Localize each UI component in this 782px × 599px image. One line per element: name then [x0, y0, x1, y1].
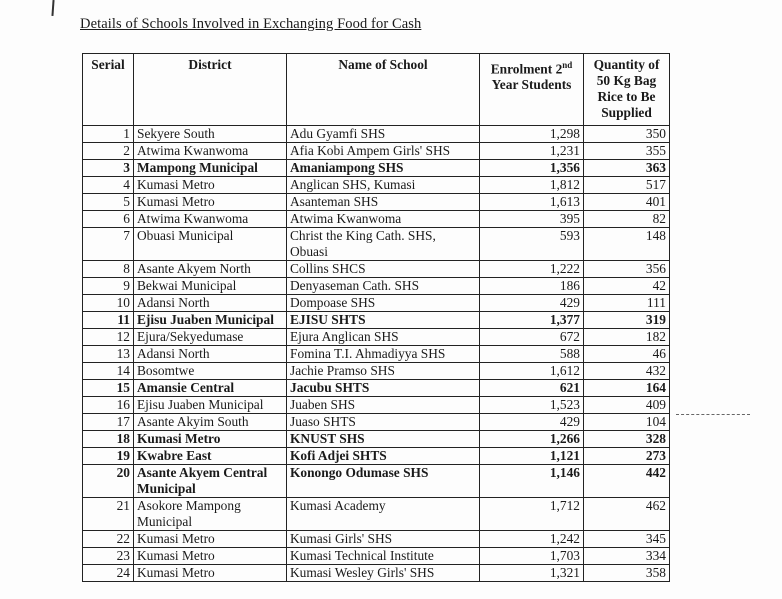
- table-row: [83, 295, 670, 312]
- district-cell: Atwima Kwanwoma: [134, 211, 287, 228]
- school-cell: Juaben SHS: [287, 397, 480, 414]
- enrolment-cell: 672: [480, 329, 584, 346]
- serial-cell: 10: [83, 295, 134, 312]
- school-cell: Dompoase SHS: [287, 295, 480, 312]
- serial-cell: 19: [83, 448, 134, 465]
- table-row: [83, 346, 670, 363]
- table-row: [83, 211, 670, 228]
- enrolment-cell: 1,146: [480, 465, 584, 498]
- district-cell: Asante Akyem Central Municipal: [134, 465, 287, 498]
- table-row: [83, 397, 670, 414]
- district-cell: Kumasi Metro: [134, 548, 287, 565]
- table-row: [83, 194, 670, 211]
- serial-cell: 17: [83, 414, 134, 431]
- school-cell: Afia Kobi Ampem Girls' SHS: [287, 143, 480, 160]
- district-cell: Adansi North: [134, 346, 287, 363]
- enrolment-cell: 1,266: [480, 431, 584, 448]
- table-row: [83, 498, 670, 531]
- quantity-cell: 401: [584, 194, 670, 211]
- header-quantity: Quantity of 50 Kg Bag Rice to Be Supplied: [584, 54, 670, 126]
- quantity-cell: 350: [584, 126, 670, 143]
- school-cell: Denyaseman Cath. SHS: [287, 278, 480, 295]
- table-row: [83, 363, 670, 380]
- header-enrolment-sup: nd: [562, 60, 573, 70]
- quantity-cell: 182: [584, 329, 670, 346]
- quantity-cell: 409: [584, 397, 670, 414]
- serial-cell: 15: [83, 380, 134, 397]
- district-cell: Asokore Mampong Municipal: [134, 498, 287, 531]
- table-row: [83, 278, 670, 295]
- quantity-cell: 319: [584, 312, 670, 329]
- table-row: [83, 414, 670, 431]
- table-row: [83, 177, 670, 194]
- serial-cell: 13: [83, 346, 134, 363]
- district-cell: Kumasi Metro: [134, 531, 287, 548]
- serial-cell: 2: [83, 143, 134, 160]
- table-row: [83, 329, 670, 346]
- serial-cell: 9: [83, 278, 134, 295]
- enrolment-cell: 593: [480, 228, 584, 261]
- quantity-cell: 148: [584, 228, 670, 261]
- quantity-cell: 111: [584, 295, 670, 312]
- header-serial: Serial: [83, 54, 134, 126]
- enrolment-cell: 429: [480, 414, 584, 431]
- serial-cell: 4: [83, 177, 134, 194]
- quantity-cell: 355: [584, 143, 670, 160]
- school-cell: Kumasi Girls' SHS: [287, 531, 480, 548]
- district-cell: Bekwai Municipal: [134, 278, 287, 295]
- school-cell: Juaso SHTS: [287, 414, 480, 431]
- serial-cell: 23: [83, 548, 134, 565]
- district-cell: Asante Akyim South: [134, 414, 287, 431]
- serial-cell: 5: [83, 194, 134, 211]
- serial-cell: 16: [83, 397, 134, 414]
- enrolment-cell: 1,613: [480, 194, 584, 211]
- district-cell: Kumasi Metro: [134, 431, 287, 448]
- enrolment-cell: 1,222: [480, 261, 584, 278]
- school-cell: Kumasi Technical Institute: [287, 548, 480, 565]
- table-row: [83, 228, 670, 261]
- school-cell: Jacubu SHTS: [287, 380, 480, 397]
- enrolment-cell: 1,356: [480, 160, 584, 177]
- pen-mark: [51, 0, 54, 16]
- table-row: [83, 143, 670, 160]
- school-cell: Kofi Adjei SHTS: [287, 448, 480, 465]
- serial-cell: 6: [83, 211, 134, 228]
- district-cell: Adansi North: [134, 295, 287, 312]
- enrolment-cell: 186: [480, 278, 584, 295]
- serial-cell: 8: [83, 261, 134, 278]
- header-row: [83, 54, 670, 126]
- schools-table: [82, 53, 670, 582]
- district-cell: Kumasi Metro: [134, 194, 287, 211]
- serial-cell: 14: [83, 363, 134, 380]
- table-row: [83, 548, 670, 565]
- table-body: [83, 126, 670, 582]
- district-cell: Bosomtwe: [134, 363, 287, 380]
- table-row: [83, 380, 670, 397]
- district-cell: Ejisu Juaben Municipal: [134, 397, 287, 414]
- quantity-cell: 46: [584, 346, 670, 363]
- enrolment-cell: 588: [480, 346, 584, 363]
- quantity-cell: 517: [584, 177, 670, 194]
- serial-cell: 11: [83, 312, 134, 329]
- dashed-line: [676, 414, 750, 415]
- district-cell: Kumasi Metro: [134, 177, 287, 194]
- serial-cell: 18: [83, 431, 134, 448]
- quantity-cell: 442: [584, 465, 670, 498]
- school-cell: Anglican SHS, Kumasi: [287, 177, 480, 194]
- table-row: [83, 126, 670, 143]
- table-row: [83, 465, 670, 498]
- district-cell: Mampong Municipal: [134, 160, 287, 177]
- header-school: Name of School: [287, 54, 480, 126]
- serial-cell: 20: [83, 465, 134, 498]
- enrolment-cell: 1,242: [480, 531, 584, 548]
- quantity-cell: 328: [584, 431, 670, 448]
- header-district: District: [134, 54, 287, 126]
- enrolment-cell: 1,703: [480, 548, 584, 565]
- table-row: [83, 448, 670, 465]
- enrolment-cell: 1,712: [480, 498, 584, 531]
- quantity-cell: 462: [584, 498, 670, 531]
- enrolment-cell: 1,121: [480, 448, 584, 465]
- school-cell: Amaniampong SHS: [287, 160, 480, 177]
- enrolment-cell: 1,523: [480, 397, 584, 414]
- enrolment-cell: 1,377: [480, 312, 584, 329]
- enrolment-cell: 621: [480, 380, 584, 397]
- table-row: [83, 261, 670, 278]
- district-cell: Obuasi Municipal: [134, 228, 287, 261]
- page-title: Details of Schools Involved in Exchanging Food for Cash: [80, 16, 422, 32]
- school-cell: Collins SHCS: [287, 261, 480, 278]
- serial-cell: 7: [83, 228, 134, 261]
- enrolment-cell: 1,231: [480, 143, 584, 160]
- enrolment-cell: 1,612: [480, 363, 584, 380]
- school-cell: EJISU SHTS: [287, 312, 480, 329]
- school-cell: Fomina T.I. Ahmadiyya SHS: [287, 346, 480, 363]
- enrolment-cell: 1,321: [480, 565, 584, 582]
- table-row: [83, 565, 670, 582]
- school-cell: Asanteman SHS: [287, 194, 480, 211]
- header-enrolment-line2: Year Students: [491, 77, 572, 93]
- school-cell: Atwima Kwanwoma: [287, 211, 480, 228]
- quantity-cell: 334: [584, 548, 670, 565]
- district-cell: Ejura/Sekyedumase: [134, 329, 287, 346]
- district-cell: Asante Akyem North: [134, 261, 287, 278]
- enrolment-cell: 1,298: [480, 126, 584, 143]
- serial-cell: 24: [83, 565, 134, 582]
- school-cell: Adu Gyamfi SHS: [287, 126, 480, 143]
- serial-cell: 22: [83, 531, 134, 548]
- table-row: [83, 431, 670, 448]
- enrolment-cell: 429: [480, 295, 584, 312]
- school-cell: Christ the King Cath. SHS, Obuasi: [287, 228, 480, 261]
- quantity-cell: 104: [584, 414, 670, 431]
- serial-cell: 3: [83, 160, 134, 177]
- school-cell: KNUST SHS: [287, 431, 480, 448]
- quantity-cell: 432: [584, 363, 670, 380]
- serial-cell: 21: [83, 498, 134, 531]
- quantity-cell: 356: [584, 261, 670, 278]
- table-row: [83, 160, 670, 177]
- quantity-cell: 42: [584, 278, 670, 295]
- header-enrolment: [480, 54, 584, 126]
- table-row: [83, 312, 670, 329]
- school-cell: Kumasi Wesley Girls' SHS: [287, 565, 480, 582]
- district-cell: Kumasi Metro: [134, 565, 287, 582]
- school-cell: Ejura Anglican SHS: [287, 329, 480, 346]
- district-cell: Atwima Kwanwoma: [134, 143, 287, 160]
- quantity-cell: 164: [584, 380, 670, 397]
- district-cell: Sekyere South: [134, 126, 287, 143]
- district-cell: Kwabre East: [134, 448, 287, 465]
- enrolment-cell: 395: [480, 211, 584, 228]
- enrolment-cell: 1,812: [480, 177, 584, 194]
- school-cell: Konongo Odumase SHS: [287, 465, 480, 498]
- school-cell: Kumasi Academy: [287, 498, 480, 531]
- quantity-cell: 82: [584, 211, 670, 228]
- serial-cell: 12: [83, 329, 134, 346]
- table-row: [83, 531, 670, 548]
- quantity-cell: 358: [584, 565, 670, 582]
- quantity-cell: 363: [584, 160, 670, 177]
- school-cell: Jachie Pramso SHS: [287, 363, 480, 380]
- district-cell: Amansie Central: [134, 380, 287, 397]
- district-cell: Ejisu Juaben Municipal: [134, 312, 287, 329]
- quantity-cell: 273: [584, 448, 670, 465]
- serial-cell: 1: [83, 126, 134, 143]
- header-enrolment-text: Enrolment 2: [490, 61, 563, 77]
- quantity-cell: 345: [584, 531, 670, 548]
